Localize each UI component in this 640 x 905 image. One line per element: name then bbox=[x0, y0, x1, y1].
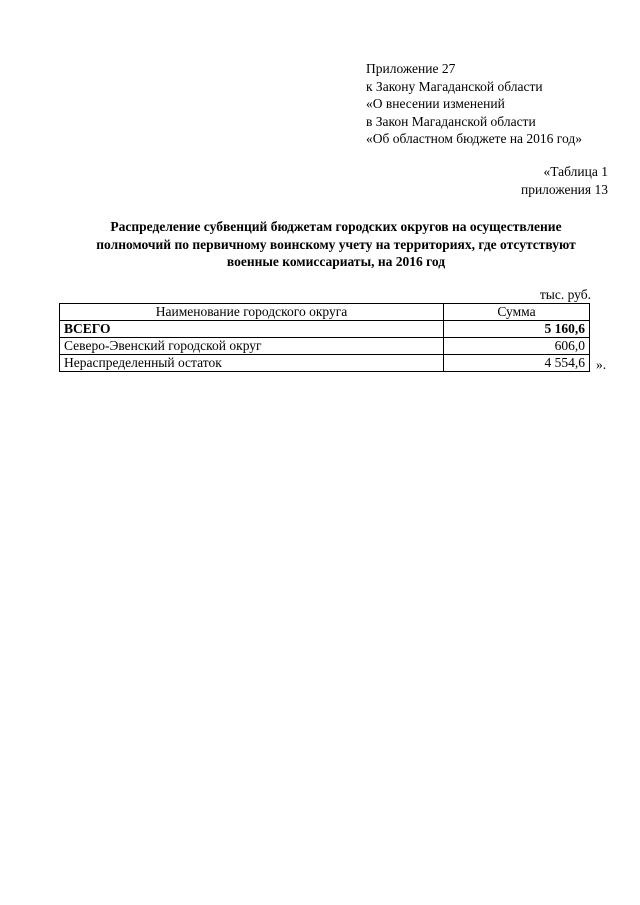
header-sum: Сумма bbox=[444, 304, 590, 321]
subvention-table bbox=[59, 303, 590, 372]
table-row-total bbox=[60, 321, 590, 338]
table-reference bbox=[521, 163, 608, 198]
title-line: Распределение субвенций бюджетам городских округов на осуществление bbox=[110, 219, 562, 234]
annex-header bbox=[366, 60, 582, 148]
row-name: Северо-Эвенский городской округ bbox=[60, 338, 444, 355]
table-row bbox=[60, 338, 590, 355]
units-label: тыс. руб. bbox=[539, 287, 591, 302]
title-line: полномочий по первичному воинскому учету на территориях, где отсутствуют bbox=[96, 236, 576, 252]
annex-line: в Закон Магаданской области bbox=[366, 113, 536, 129]
row-sum: 4 554,6 bbox=[444, 355, 590, 372]
title-line: военные комиссариаты, на 2016 год bbox=[226, 254, 446, 270]
table-row bbox=[60, 355, 590, 372]
document-title bbox=[50, 218, 622, 271]
annex-line: «О внесении изменений bbox=[366, 96, 505, 112]
annex-line: к Закону Магаданской области bbox=[366, 78, 543, 94]
annex-line: Приложение 27 bbox=[366, 61, 456, 76]
row-sum: 5 160,6 bbox=[444, 321, 590, 338]
annex-line: «Об областном бюджете на 2016 год» bbox=[366, 131, 582, 147]
header-name: Наименование городского округа bbox=[60, 304, 444, 321]
table-reference-line: приложения 13 bbox=[520, 181, 608, 197]
row-sum: 606,0 bbox=[444, 338, 590, 355]
table-reference-line: «Таблица 1 bbox=[543, 164, 608, 179]
end-quote: ». bbox=[596, 357, 607, 372]
row-name: Нераспределенный остаток bbox=[60, 355, 444, 372]
row-name: ВСЕГО bbox=[60, 321, 444, 338]
table-header-row bbox=[60, 304, 590, 321]
